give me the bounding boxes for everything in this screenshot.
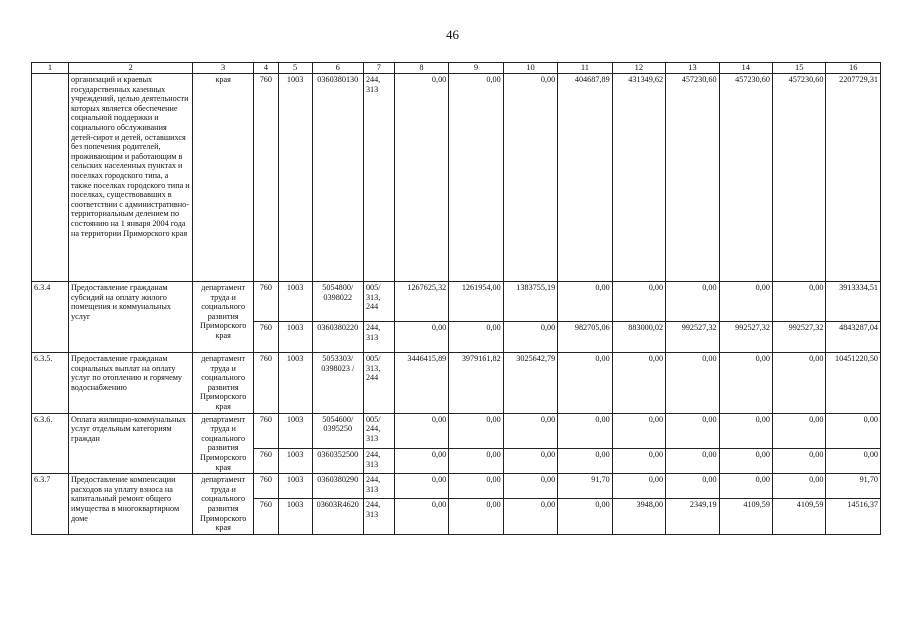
cell-c16: 14516,37 [826,499,881,534]
cell-c4: 760 [254,282,279,322]
cell-c12: 0,00 [612,474,665,499]
cell-c5: 1003 [278,413,312,449]
cell-c9: 0,00 [449,499,503,534]
cell-c8: 0,00 [394,499,448,534]
cell-c7: 005/ 313, 244 [363,353,394,414]
cell-c7: 244, 313 [363,499,394,534]
cell-c12: 0,00 [612,353,665,414]
cell-c15: 0,00 [772,353,825,414]
row-number: 6.3.6. [32,413,69,474]
cell-c4: 760 [254,499,279,534]
cell-c10: 0,00 [503,413,557,449]
cell-c12: 3948,00 [612,499,665,534]
column-header: 10 [503,63,557,74]
cell-c8: 0,00 [394,413,448,449]
cell-c4: 760 [254,474,279,499]
table-row [32,282,881,322]
budget-table [31,62,881,535]
cell-c9: 1261954,00 [449,282,503,322]
row-executor: департамент труда и социального развития Приморского края [193,413,254,474]
page-number: 46 [446,27,459,42]
cell-c4: 760 [254,449,279,474]
cell-c4: 760 [254,353,279,414]
row-executor: департамент труда и социального развития Приморского края [193,353,254,414]
cell-c8: 0,00 [394,474,448,499]
cell-c10: 0,00 [503,474,557,499]
cell-c5: 1003 [278,449,312,474]
cell-c6: 0360352500 [312,449,363,474]
table-row [32,474,881,499]
cell-c5: 1003 [278,74,312,282]
cell-c14: 0,00 [719,474,772,499]
cell-c9: 0,00 [449,449,503,474]
cell-c13: 0,00 [666,413,719,449]
cell-c16: 0,00 [826,413,881,449]
cell-c6: 0360380290 [312,474,363,499]
cell-c13: 992527,32 [666,322,719,353]
cell-c14: 0,00 [719,353,772,414]
cell-c12: 883000,02 [612,322,665,353]
cell-c11: 404687,89 [558,74,612,282]
cell-c12: 0,00 [612,282,665,322]
cell-c16: 4843287,04 [826,322,881,353]
cell-c13: 0,00 [666,353,719,414]
cell-c14: 992527,32 [719,322,772,353]
row-name: Предоставление гражданам субсидий на оплату жилого помещения и коммунальных услуг [69,282,193,353]
column-header: 2 [69,63,193,74]
cell-c10: 0,00 [503,74,557,282]
cell-c12: 431349,62 [612,74,665,282]
cell-c5: 1003 [278,499,312,534]
cell-c10: 0,00 [503,499,557,534]
cell-c10: 0,00 [503,322,557,353]
column-header: 12 [612,63,665,74]
cell-c8: 3446415,89 [394,353,448,414]
cell-c7: 244, 313 [363,449,394,474]
cell-c15: 4109,59 [772,499,825,534]
cell-c16: 0,00 [826,449,881,474]
cell-c6: 03603R4620 [312,499,363,534]
cell-c16: 10451220,50 [826,353,881,414]
column-header: 8 [394,63,448,74]
cell-c6: 5054600/ 0395250 [312,413,363,449]
cell-c10: 3025642,79 [503,353,557,414]
cell-c14: 0,00 [719,449,772,474]
cell-c8: 1267625,32 [394,282,448,322]
cell-c9: 3979161,82 [449,353,503,414]
cell-c15: 0,00 [772,282,825,322]
column-header: 1 [32,63,69,74]
cell-c11: 91,70 [558,474,612,499]
column-header: 7 [363,63,394,74]
column-header: 9 [449,63,503,74]
cell-c13: 0,00 [666,449,719,474]
cell-c14: 0,00 [719,282,772,322]
row-name: Предоставление гражданам социальных выплат на оплату услуг по отоплению и горячему водоснабжению [69,353,193,414]
cell-c7: 244, 313 [363,74,394,282]
cell-c14: 457230,60 [719,74,772,282]
cell-c15: 0,00 [772,449,825,474]
column-header: 14 [719,63,772,74]
column-header: 16 [826,63,881,74]
cell-c15: 992527,32 [772,322,825,353]
row-name: Предоставление компенсации расходов на уплату взноса на капитальный ремонт общего имущества в многоквартирном доме [69,474,193,535]
cell-c16: 3913334,51 [826,282,881,322]
cell-c7: 244, 313 [363,322,394,353]
cell-c9: 0,00 [449,322,503,353]
table-row [32,413,881,449]
cell-c6: 5053303/ 0398023 / [312,353,363,414]
row-number [32,74,69,282]
cell-c5: 1003 [278,353,312,414]
cell-c5: 1003 [278,282,312,322]
cell-c4: 760 [254,74,279,282]
row-executor: края [193,74,254,282]
table-row [32,353,881,414]
cell-c15: 0,00 [772,474,825,499]
cell-c4: 760 [254,413,279,449]
cell-c15: 0,00 [772,413,825,449]
cell-c14: 4109,59 [719,499,772,534]
cell-c11: 0,00 [558,282,612,322]
cell-c11: 982705,06 [558,322,612,353]
cell-c11: 0,00 [558,449,612,474]
cell-c13: 457230,60 [666,74,719,282]
cell-c11: 0,00 [558,499,612,534]
column-header: 13 [666,63,719,74]
row-number: 6.3.7 [32,474,69,535]
cell-c9: 0,00 [449,474,503,499]
row-number: 6.3.5. [32,353,69,414]
cell-c14: 0,00 [719,413,772,449]
cell-c8: 0,00 [394,322,448,353]
cell-c6: 0360380130 [312,74,363,282]
cell-c6: 5054800/ 0398022 [312,282,363,322]
cell-c16: 91,70 [826,474,881,499]
cell-c9: 0,00 [449,74,503,282]
cell-c10: 1383755,19 [503,282,557,322]
row-executor: департамент труда и социального развития Приморского края [193,282,254,353]
cell-c13: 0,00 [666,474,719,499]
column-header: 5 [278,63,312,74]
cell-c8: 0,00 [394,74,448,282]
row-name: организаций и краевых государственных казенных учреждений, целью деятельности которых является обеспечение социальной поддержки и социального обслуживания детей-сирот и детей, оставшихся без попечения родителей, проживающим и работающим в сельских населенных пунктах и поселках городского типа, а также поселках городского типа и поселках, существовавших в соответствии с административно-территориальным делением по состоянию на 1 января 2004 года на территории Приморского края [69,74,193,282]
column-number-row [32,63,881,74]
cell-c13: 2349,19 [666,499,719,534]
row-name: Оплата жилищно-коммунальных услуг отдельным категориям граждан [69,413,193,474]
column-header: 4 [254,63,279,74]
row-executor: департамент труда и социального развития Приморского края [193,474,254,535]
cell-c16: 2207729,31 [826,74,881,282]
cell-c13: 0,00 [666,282,719,322]
column-header: 15 [772,63,825,74]
cell-c4: 760 [254,322,279,353]
cell-c6: 0360380220 [312,322,363,353]
cell-c11: 0,00 [558,353,612,414]
cell-c7: 244, 313 [363,474,394,499]
cell-c7: 005/ 244, 313 [363,413,394,449]
cell-c8: 0,00 [394,449,448,474]
row-number: 6.3.4 [32,282,69,353]
cell-c5: 1003 [278,322,312,353]
table-row [32,74,881,282]
cell-c7: 005/ 313, 244 [363,282,394,322]
cell-c5: 1003 [278,474,312,499]
cell-c15: 457230,60 [772,74,825,282]
column-header: 3 [193,63,254,74]
cell-c9: 0,00 [449,413,503,449]
cell-c10: 0,00 [503,449,557,474]
column-header: 6 [312,63,363,74]
cell-c12: 0,00 [612,413,665,449]
column-header: 11 [558,63,612,74]
cell-c11: 0,00 [558,413,612,449]
cell-c12: 0,00 [612,449,665,474]
